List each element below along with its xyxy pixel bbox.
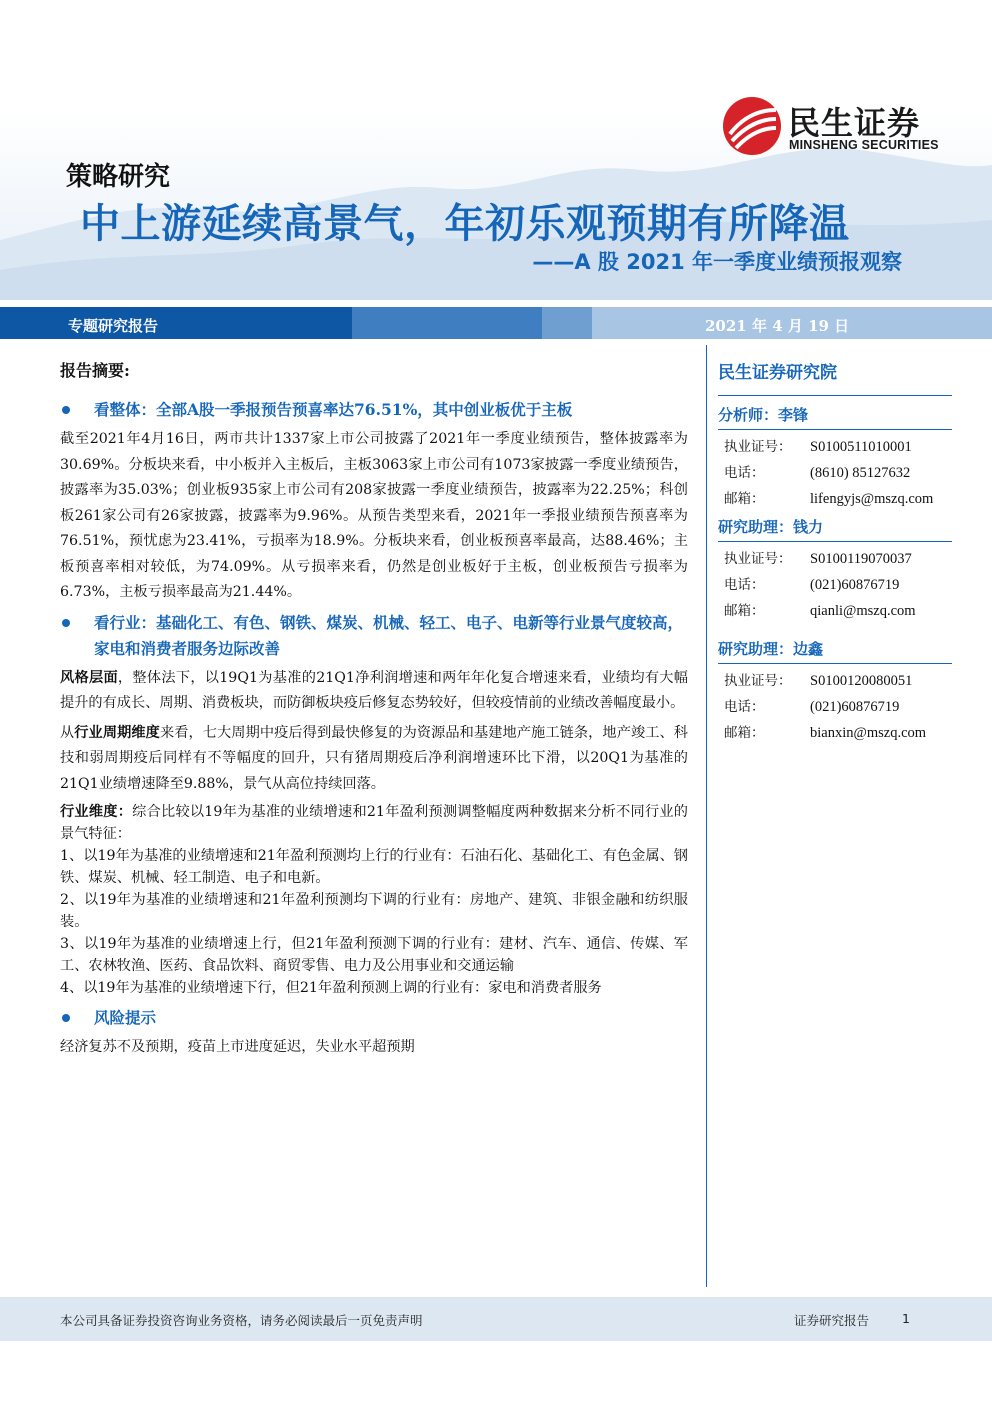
- bar-segment: [352, 307, 542, 339]
- analyst-1-title: 分析师：李锋: [718, 404, 952, 430]
- section-overall-heading-text: 看整体：全部A股一季报预告预喜率达76.51%，其中创业板优于主板: [94, 400, 573, 419]
- footer-disclaimer: 本公司具备证券投资咨询业务资格，请务必阅读最后一页免责声明: [60, 1313, 423, 1328]
- report-type-label: 专题研究报告: [68, 317, 159, 335]
- page-number: 1: [902, 1311, 910, 1326]
- page-footer: [0, 1297, 992, 1341]
- cycle-text: 来看，七大周期中疫后得到最快修复的为资源品和基建地产施工链条，地产竣工、科技和弱周期疫后同样有不等幅度的回升，只有猪周期疫后净利润增速环比下滑，以20Q1为基准的21Q1业绩增速降至9.88%，景气从高位持续回落。: [60, 724, 688, 792]
- industry-label: 行业维度：: [60, 804, 133, 820]
- bar-segment: [542, 307, 592, 339]
- style-paragraph: [60, 666, 688, 717]
- logo-english-name: MINSHENG SECURITIES: [789, 138, 939, 152]
- analyst-3-cert: 执业证号： S0100120080051: [724, 673, 913, 689]
- section-risk-body: 经济复苏不及预期，疫苗上市进度延迟，失业水平超预期: [60, 1039, 415, 1055]
- analyst-3-tel: 电话： (021)60876719: [724, 699, 900, 715]
- industry-item-1: 1、以19年为基准的业绩增速和21年盈利预测均上行的行业有：石油石化、基础化工、有色金属、钢铁、煤炭、机械、轻工制造、电子和电新。: [60, 848, 688, 886]
- style-label: 风格层面: [60, 669, 118, 686]
- analyst-1-tel: 电话： (8610) 85127632: [724, 465, 911, 481]
- analyst-2-title: 研究助理：钱力: [718, 516, 952, 542]
- summary-section: [60, 358, 688, 1065]
- analyst-2-mail: 邮箱： qianli@mszq.com: [718, 598, 952, 624]
- bullet-dot-icon: [62, 406, 70, 414]
- industry-text: 综合比较以19年为基准的业绩增速和21年盈利预测调整幅度两种数据来分析不同行业的景气特征：: [60, 804, 688, 842]
- analyst-sidebar: [718, 358, 952, 746]
- report-category: 策略研究: [66, 162, 171, 192]
- logo-mark-icon: [722, 96, 782, 156]
- analyst-3-title: 研究助理：边鑫: [718, 638, 952, 664]
- company-logo: [722, 96, 952, 158]
- industry-paragraph: [60, 801, 688, 845]
- section-overall-heading: [60, 397, 688, 423]
- bullet-dot-icon: [62, 1014, 70, 1022]
- bullet-dot-icon: [62, 619, 70, 627]
- cycle-label: 行业周期维度: [74, 724, 160, 741]
- report-header: [0, 0, 992, 300]
- cycle-prefix: 从: [60, 724, 75, 741]
- report-date: 2021 年 4 月 19 日: [705, 317, 850, 335]
- analyst-3-email-link[interactable]: bianxin@mszq.com: [810, 725, 927, 741]
- analyst-1-cert: 执业证号： S0100511010001: [724, 439, 912, 455]
- analyst-3-mail: 邮箱： bianxin@mszq.com: [718, 720, 952, 746]
- report-subtitle: ——A 股 2021 年一季度业绩预报观察: [532, 250, 902, 274]
- analyst-2-tel: 电话： (021)60876719: [724, 577, 900, 593]
- cycle-paragraph: [60, 721, 688, 798]
- industry-item-4: 4、以19年为基准的业绩增速下行，但21年盈利预测上调的行业有：家电和消费者服务: [60, 980, 602, 996]
- report-title: 中上游延续高景气，年初乐观预期有所降温: [80, 201, 850, 247]
- column-divider: [706, 345, 707, 1287]
- logo-chinese-name: 民生证券: [788, 104, 921, 142]
- footer-doc-type: 证券研究报告: [794, 1313, 870, 1328]
- industry-item-3: 3、以19年为基准的业绩增速上行，但21年盈利预测下调的行业有：建材、汽车、通信、传媒、军工、农林牧渔、医药、食品饮料、商贸零售、电力及公用事业和交通运输: [60, 936, 688, 974]
- summary-heading: 报告摘要:: [60, 361, 130, 380]
- analyst-1-email-link[interactable]: lifengyjs@mszq.com: [810, 491, 934, 507]
- section-risk-heading: [60, 1005, 688, 1031]
- institute-name: 民生证券研究院: [718, 358, 952, 396]
- analyst-2-email-link[interactable]: qianli@mszq.com: [810, 603, 916, 619]
- analyst-1-mail: 邮箱： lifengyjs@mszq.com: [718, 486, 952, 512]
- section-industry-heading-text: 看行业：基础化工、有色、钢铁、煤炭、机械、轻工、电子、电新等行业景气度较高，家电和消费者服务边际改善: [94, 612, 684, 658]
- section-overall-body: 截至2021年4月16日，两市共计1337家上市公司披露了2021年一季度业绩预告，整体披露率为30.69%。分板块来看，中小板并入主板后，主板3063家上市公司有1073家披露一季度业绩预告，披露率为35.03%；创业板935家上市公司有208家披露一季度业绩预告，披露率为22.25%；科创板261家公司有26家披露，披露率为9.96%。从预告类型来看，2021年一季报业绩预告预喜率为76.51%，预忧虑为23.41%，亏损率为18.9%。分板块来看，创业板预喜率最高，达88.46%；主板预喜率相对较低，为74.09%。从亏损率来看，仍然是创业板好于主板，创业板预告亏损率为6.73%，主板亏损率最高为21.44%。: [60, 431, 688, 600]
- section-industry-heading: [60, 610, 688, 662]
- style-text: ，整体法下，以19Q1为基准的21Q1净利润增速和两年年化复合增速来看，业绩均有大幅提升的有成长、周期、消费板块，而防御板块疫后修复态势较好，但较疫情前的业绩改善幅度最小。: [60, 669, 688, 711]
- analyst-2-cert: 执业证号： S0100119070037: [724, 551, 912, 567]
- bar-segment: [0, 307, 352, 339]
- industry-item-2: 2、以19年为基准的业绩增速和21年盈利预测均下调的行业有：房地产、建筑、非银金融和纺织服装。: [60, 892, 688, 930]
- section-risk-heading-text: 风险提示: [94, 1008, 157, 1027]
